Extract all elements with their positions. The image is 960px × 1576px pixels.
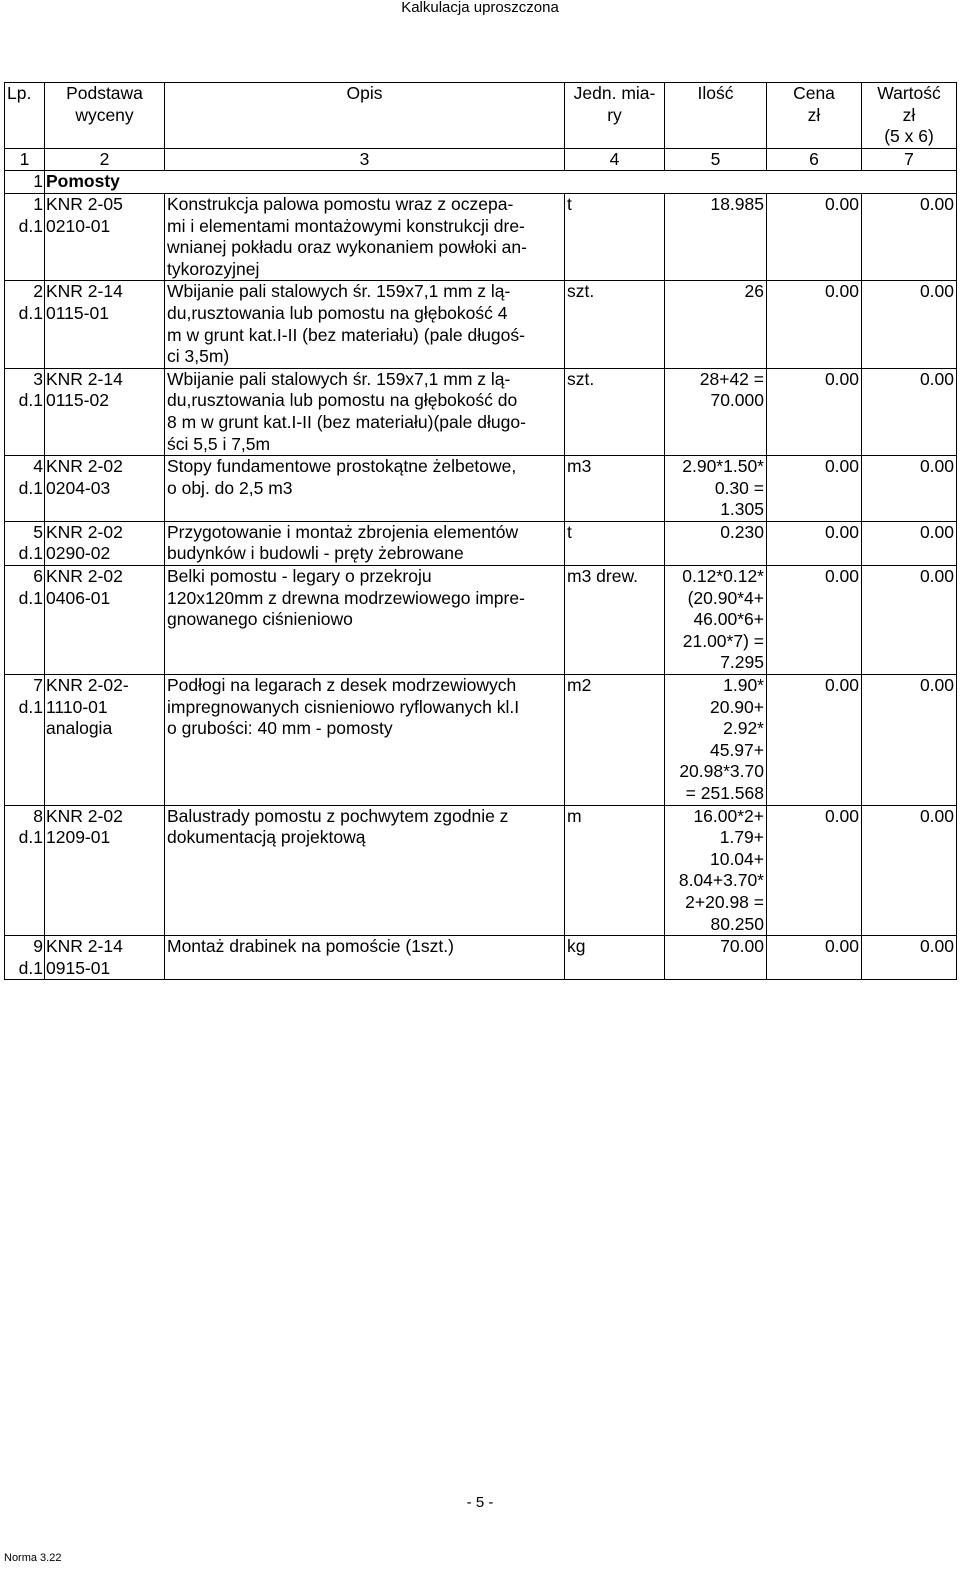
row-description: Przygotowanie i montaż zbrojenia elementów budynków i budowli - pręty żebrowane [165,521,565,565]
row-description: Wbijanie pali stalowych śr. 159x7,1 mm z lą- du,rusztowania lub pomostu na głębokość do 8 m w grunt kat.I-II (bez materiału)(pale długo- ści 5,5 i 7,5m [165,368,565,455]
section-title: Pomosty [45,171,957,194]
row-basis: KNR 2-14 0115-01 [45,281,165,368]
row-number: 4 [33,456,43,477]
row-description: Podłogi na legarach z desek modrzewiowych impregnowanych cisnieniowo ryflowanych kl.I o grubości: 40 mm - pomosty [165,675,565,806]
row-description: Konstrukcja palowa pomostu wraz z oczepa- mi i elementami montażowymi konstrukcji dre- wnianej pokładu oraz wykonaniem powłoki an- tykorozyjnej [165,193,565,280]
row-description: Stopy fundamentowe prostokątne żelbetowe, o obj. do 2,5 m3 [165,456,565,522]
row-number: 5 [33,521,43,542]
section-number: 1 [5,171,45,194]
row-unit: szt. [565,368,665,455]
row-quantity: 26 [665,281,767,368]
row-basis: KNR 2-05 0210-01 [45,193,165,280]
row-lp [5,936,45,980]
table-row [5,675,957,806]
row-value: 0.00 [862,675,957,806]
column-number-row [5,148,957,171]
header-lp: Lp. [5,83,45,149]
row-quantity: 0.230 [665,521,767,565]
row-unit: szt. [565,281,665,368]
row-price: 0.00 [767,805,862,936]
row-quantity: 0.12*0.12* (20.90*4+ 46.00*6+ 21.00*7) = 7.295 [665,566,767,675]
row-basis: KNR 2-02 0290-02 [45,521,165,565]
table-row [5,193,957,280]
row-lp [5,281,45,368]
column-number: 2 [45,148,165,171]
row-value: 0.00 [862,456,957,522]
table-row [5,566,957,675]
row-unit: t [565,521,665,565]
row-description: Balustrady pomostu z pochwytem zgodnie z dokumentacją projektową [165,805,565,936]
row-price: 0.00 [767,521,862,565]
table-row [5,521,957,565]
row-unit: m [565,805,665,936]
row-lp [5,566,45,675]
row-price: 0.00 [767,566,862,675]
row-sub: d.1 [18,215,43,236]
table-header-row [5,83,957,149]
row-number: 1 [33,193,43,214]
row-sub: d.1 [18,957,43,978]
row-value: 0.00 [862,566,957,675]
row-sub: d.1 [18,696,43,717]
row-lp [5,368,45,455]
row-basis: KNR 2-02 1209-01 [45,805,165,936]
row-sub: d.1 [18,390,43,411]
header-price: Cena zł [767,83,862,149]
row-quantity: 70.00 [665,936,767,980]
row-basis: KNR 2-02 0204-03 [45,456,165,522]
row-value: 0.00 [862,521,957,565]
row-value: 0.00 [862,936,957,980]
row-value: 0.00 [862,281,957,368]
row-lp [5,675,45,806]
calculation-table [4,82,957,980]
row-sub: d.1 [18,477,43,498]
row-description: Belki pomostu - legary o przekroju 120x120mm z drewna modrzewiowego impre- gnowanego ciśnieniowo [165,566,565,675]
row-quantity: 18.985 [665,193,767,280]
row-sub: d.1 [18,543,43,564]
header-basis: Podstawa wyceny [45,83,165,149]
software-version: Norma 3.22 [4,1552,62,1564]
row-price: 0.00 [767,193,862,280]
row-quantity: 1.90* 20.90+ 2.92* 45.97+ 20.98*3.70 = 251.568 [665,675,767,806]
column-number: 1 [5,148,45,171]
row-price: 0.00 [767,281,862,368]
row-unit: m3 drew. [565,566,665,675]
row-quantity: 2.90*1.50* 0.30 = 1.305 [665,456,767,522]
row-unit: m3 [565,456,665,522]
row-unit: t [565,193,665,280]
section-row [5,171,957,194]
page-number: - 5 - [466,1494,494,1511]
column-number: 6 [767,148,862,171]
table-row [5,936,957,980]
row-lp [5,456,45,522]
row-number: 3 [33,368,43,389]
table-row [5,805,957,936]
header-unit: Jedn. mia- ry [565,83,665,149]
row-value: 0.00 [862,193,957,280]
table-row [5,456,957,522]
row-price: 0.00 [767,456,862,522]
column-number: 5 [665,148,767,171]
row-basis: KNR 2-14 0115-02 [45,368,165,455]
header-description: Opis [165,83,565,149]
column-number: 3 [165,148,565,171]
row-price: 0.00 [767,675,862,806]
row-value: 0.00 [862,805,957,936]
row-unit: m2 [565,675,665,806]
column-number: 7 [862,148,957,171]
row-sub: d.1 [18,827,43,848]
row-description: Wbijanie pali stalowych śr. 159x7,1 mm z lą- du,rusztowania lub pomostu na głębokość 4 m w grunt kat.I-II (bez materiału) (pale długoś- ci 3,5m) [165,281,565,368]
row-basis: KNR 2-02 0406-01 [45,566,165,675]
column-number: 4 [565,148,665,171]
row-number: 9 [33,936,43,957]
row-quantity: 16.00*2+ 1.79+ 10.04+ 8.04+3.70* 2+20.98 = 80.250 [665,805,767,936]
row-price: 0.00 [767,368,862,455]
row-quantity: 28+42 = 70.000 [665,368,767,455]
row-price: 0.00 [767,936,862,980]
header-value: Wartość zł (5 x 6) [862,83,957,149]
row-sub: d.1 [18,302,43,323]
row-lp [5,193,45,280]
row-basis: KNR 2-02- 1110-01 analogia [45,675,165,806]
table-row [5,281,957,368]
row-basis: KNR 2-14 0915-01 [45,936,165,980]
row-unit: kg [565,936,665,980]
page-title: Kalkulacja uproszczona [401,0,559,16]
row-number: 2 [33,281,43,302]
row-description: Montaż drabinek na pomoście (1szt.) [165,936,565,980]
row-number: 7 [33,675,43,696]
row-value: 0.00 [862,368,957,455]
row-number: 8 [33,805,43,826]
row-lp [5,521,45,565]
header-quantity: Ilość [665,83,767,149]
row-number: 6 [33,566,43,587]
row-lp [5,805,45,936]
table-row [5,368,957,455]
row-sub: d.1 [18,587,43,608]
